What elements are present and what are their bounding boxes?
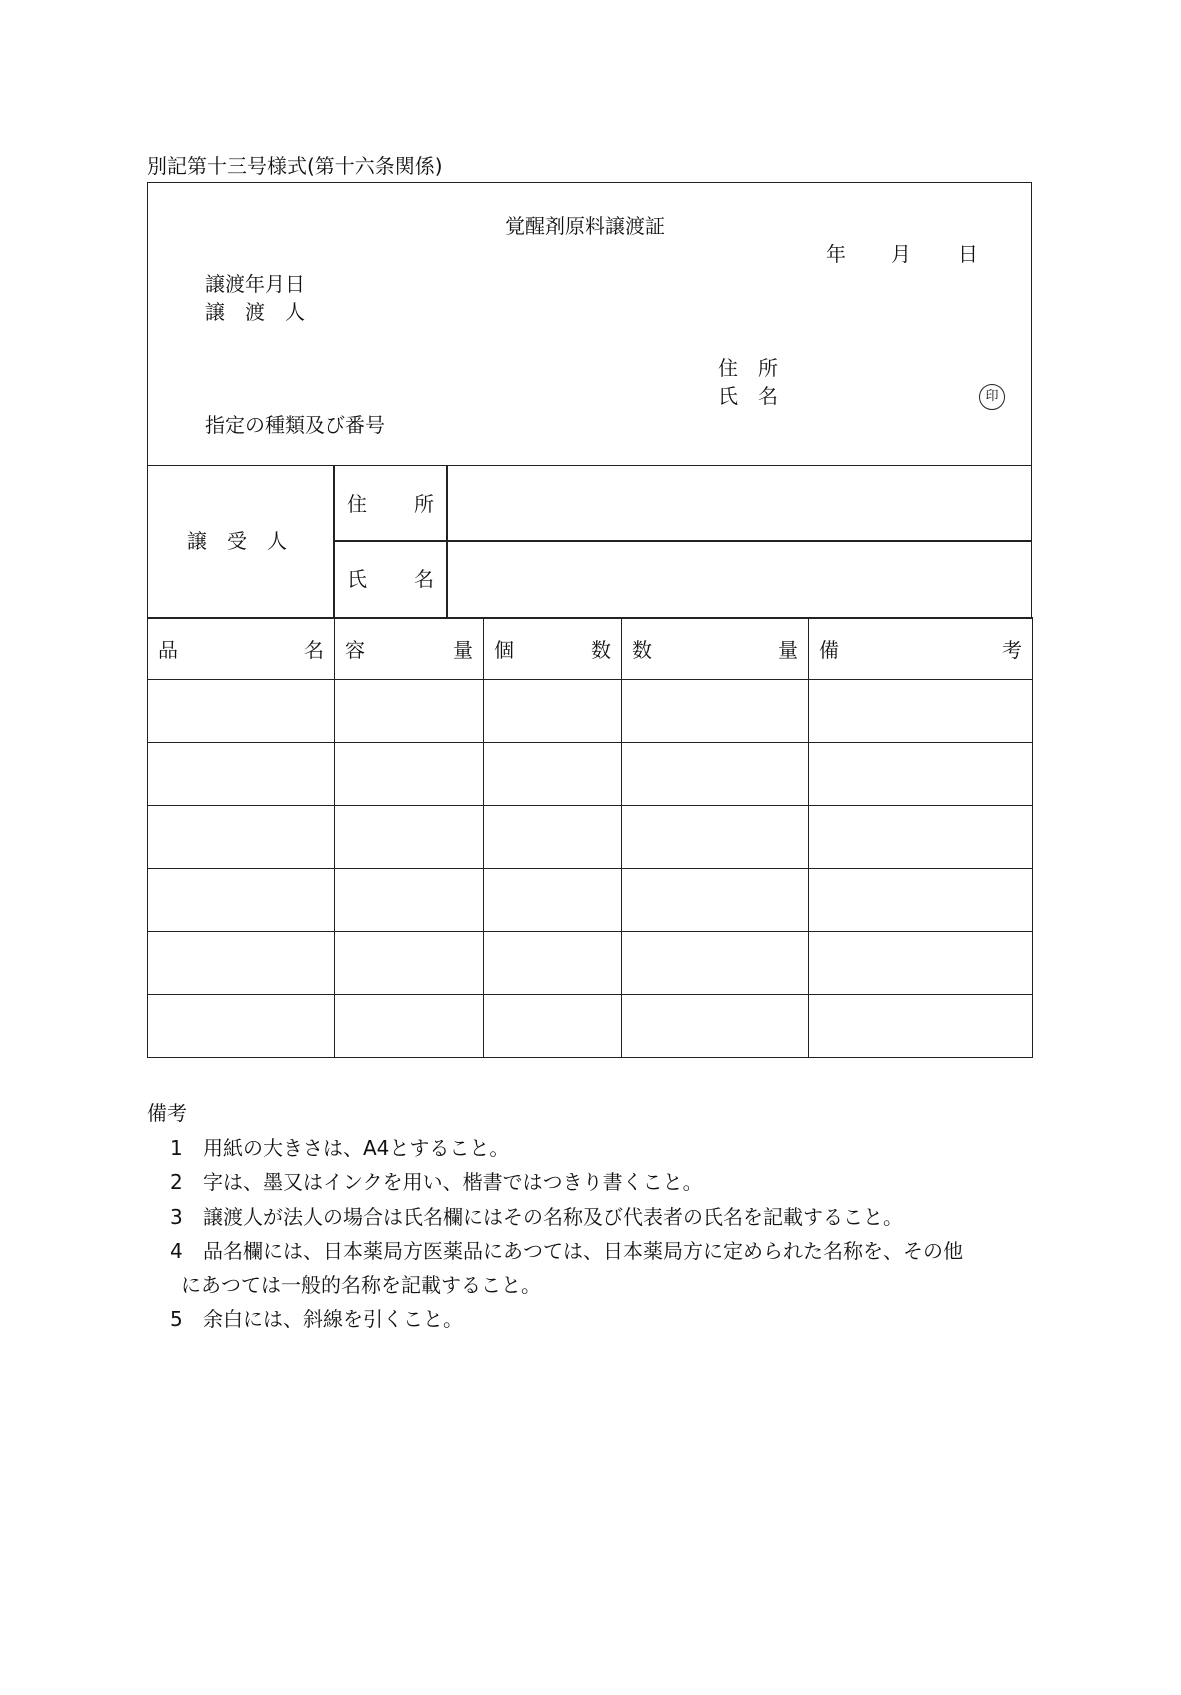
note-text: 品名欄には、日本薬局方医薬品にあつては、日本薬局方に定められた名称を、その他 xyxy=(203,1239,963,1263)
column-header xyxy=(809,618,1033,680)
table-cell[interactable] xyxy=(809,680,1033,743)
table-cell[interactable] xyxy=(809,995,1033,1058)
table-cell[interactable] xyxy=(148,995,335,1058)
transferor-label: 譲 渡 人 xyxy=(205,300,305,324)
note-text: にあつては一般的名称を記載すること。 xyxy=(181,1273,541,1297)
table-cell[interactable] xyxy=(335,806,484,869)
table-cell[interactable] xyxy=(622,806,809,869)
column-header xyxy=(484,618,622,680)
note-number: 3 xyxy=(170,1205,183,1229)
date-month: 月 xyxy=(891,242,911,266)
note-number: 4 xyxy=(170,1239,183,1263)
table-cell[interactable] xyxy=(622,932,809,995)
table-cell[interactable] xyxy=(335,869,484,932)
column-header-first-char: 個 xyxy=(494,638,514,662)
transferee-divider-right xyxy=(446,465,448,619)
table-cell[interactable] xyxy=(484,743,622,806)
table-cell[interactable] xyxy=(622,680,809,743)
table-row xyxy=(148,806,1033,869)
date-year: 年 xyxy=(826,242,846,266)
table-cell[interactable] xyxy=(622,995,809,1058)
note-number: 1 xyxy=(170,1136,183,1160)
items-table-header xyxy=(148,618,1033,680)
column-header-last-char: 名 xyxy=(304,638,324,662)
note-text: 用紙の大きさは、A4とすること。 xyxy=(203,1136,510,1160)
table-cell[interactable] xyxy=(148,932,335,995)
transferee-divider-left xyxy=(333,465,335,619)
table-cell[interactable] xyxy=(335,680,484,743)
table-cell[interactable] xyxy=(809,932,1033,995)
transferee-label: 譲 受 人 xyxy=(187,529,287,553)
table-row xyxy=(148,869,1033,932)
column-header xyxy=(622,618,809,680)
table-cell[interactable] xyxy=(809,806,1033,869)
table-cell[interactable] xyxy=(148,680,335,743)
column-header-first-char: 品 xyxy=(158,638,178,662)
column-header xyxy=(335,618,484,680)
transferee-name-char-1: 氏 xyxy=(347,567,367,591)
form-caption: 別記第十三号様式(第十六条関係) xyxy=(147,154,443,178)
table-cell[interactable] xyxy=(484,869,622,932)
page-title: 覚醒剤原料譲渡証 xyxy=(505,214,665,238)
table-row xyxy=(148,680,1033,743)
column-header-first-char: 数 xyxy=(632,638,652,662)
column-header-first-char: 容 xyxy=(345,638,365,662)
table-cell[interactable] xyxy=(484,680,622,743)
table-row xyxy=(148,995,1033,1058)
table-cell[interactable] xyxy=(335,995,484,1058)
column-header xyxy=(148,618,335,680)
note-number: 5 xyxy=(170,1307,183,1331)
table-cell[interactable] xyxy=(335,743,484,806)
table-cell[interactable] xyxy=(809,869,1033,932)
column-header-last-char: 考 xyxy=(1002,638,1022,662)
transferor-name-label: 氏 名 xyxy=(718,384,778,408)
table-cell[interactable] xyxy=(622,743,809,806)
note-text: 譲渡人が法人の場合は氏名欄にはその名称及び代表者の氏名を記載すること。 xyxy=(203,1205,903,1229)
table-cell[interactable] xyxy=(809,743,1033,806)
notes-heading: 備考 xyxy=(147,1101,187,1125)
transferee-name-char-2: 名 xyxy=(414,567,434,591)
items-table xyxy=(147,617,1033,1058)
date-day: 日 xyxy=(958,242,978,266)
note-text: 字は、墨又はインクを用い、楷書ではつきり書くこと。 xyxy=(203,1170,703,1194)
column-header-last-char: 量 xyxy=(453,638,473,662)
note-number: 2 xyxy=(170,1170,183,1194)
table-cell[interactable] xyxy=(484,932,622,995)
seal-mark: 印 xyxy=(979,384,1005,410)
transferee-address-char-1: 住 xyxy=(347,492,367,516)
table-row xyxy=(148,743,1033,806)
table-cell[interactable] xyxy=(622,869,809,932)
column-header-first-char: 備 xyxy=(819,638,839,662)
table-cell[interactable] xyxy=(148,806,335,869)
note-text: 余白には、斜線を引くこと。 xyxy=(203,1307,463,1331)
column-header-last-char: 量 xyxy=(778,638,798,662)
transferor-address-label: 住 所 xyxy=(718,356,778,380)
transferee-row-divider xyxy=(333,540,1032,542)
table-cell[interactable] xyxy=(484,995,622,1058)
table-cell[interactable] xyxy=(148,869,335,932)
transferee-address-char-2: 所 xyxy=(414,492,434,516)
column-header-last-char: 数 xyxy=(591,638,611,662)
table-row xyxy=(148,932,1033,995)
table-cell[interactable] xyxy=(148,743,335,806)
designation-label: 指定の種類及び番号 xyxy=(205,413,385,437)
transfer-date-label: 譲渡年月日 xyxy=(205,272,305,296)
table-cell[interactable] xyxy=(484,806,622,869)
table-cell[interactable] xyxy=(335,932,484,995)
